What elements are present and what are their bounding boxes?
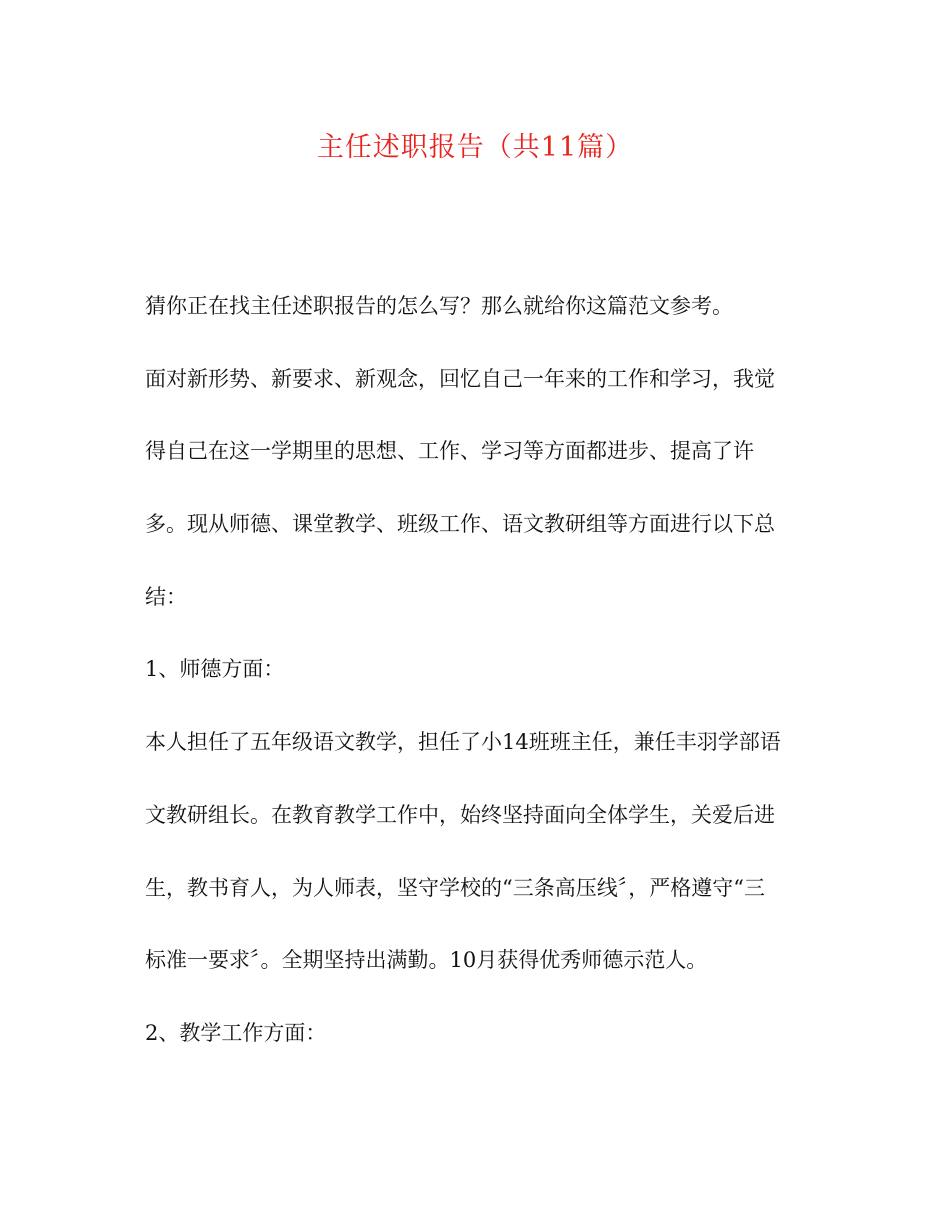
paragraph-line: 结： [145,584,187,609]
section-heading: 1、师德方面： [145,657,285,682]
paragraph-line: 本人担任了五年级语文教学，担任了小14班班主任，兼任丰羽学部语 [145,730,781,755]
document-body [145,288,810,1088]
paragraph-line: 得自己在这一学期里的思想、工作、学习等方面都进步、提高了许 [145,439,754,464]
paragraph-line: 面对新形势、新要求、新观念，回忆自己一年来的工作和学习，我觉 [145,366,775,391]
paragraph-line: 多。现从师德、课堂教学、班级工作、语文教研组等方面进行以下总 [145,512,775,537]
document-title: 主任述职报告（共11篇） [316,132,634,163]
paragraph-line: 标准一要求〞。全期坚持出满勤。10月获得优秀师德示范人。 [145,948,708,973]
paragraph-line: 文教研组长。在教育教学工作中，始终坚持面向全体学生，关爱后进 [145,802,775,827]
section-heading: 2、教学工作方面： [145,1020,327,1045]
paragraph-line: 生，教书育人，为人师表，坚守学校的“三条高压线〞，严格遵守“三 [145,875,765,900]
paragraph-line: 猜你正在找主任述职报告的怎么写？那么就给你这篇范文参考。 [145,294,733,318]
